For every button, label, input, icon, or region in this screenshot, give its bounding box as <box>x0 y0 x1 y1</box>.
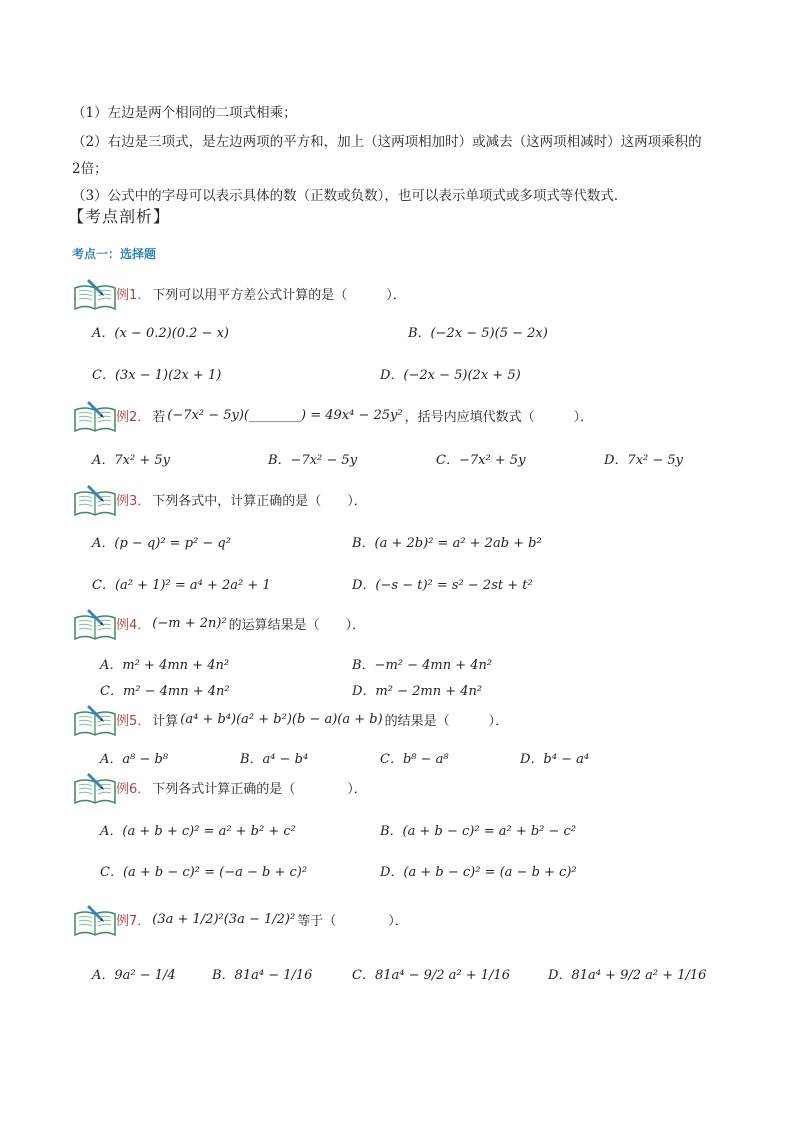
option-text: C．(a + b − c)² = (−a − b + c)² <box>100 865 308 880</box>
example-prefix: 若 <box>152 410 166 425</box>
option-text: C．−7x² + 5y <box>436 453 526 468</box>
example-6-option-a <box>100 820 296 839</box>
example-2-option-a <box>92 449 170 468</box>
example-number: 例4． <box>116 618 151 633</box>
example-3-option-c <box>92 574 271 593</box>
example-question: 下列各式计算正确的是（ ）． <box>152 782 367 797</box>
note-1: （1）左边是两个相同的二项式相乘； <box>72 105 297 121</box>
option-text: A．(a + b + c)² = a² + b² + c² <box>100 824 296 839</box>
example-prefix: 计算 <box>152 714 179 729</box>
example-expression: (−m + 2n)² <box>152 616 227 631</box>
option-text: D．m² − 2mn + 4n² <box>352 684 483 699</box>
example-7-option-d <box>548 964 706 983</box>
example-7-option-a <box>92 964 176 983</box>
example-7-option-b <box>212 964 312 983</box>
example-1-option-d <box>380 364 521 383</box>
option-text: B．(−2x − 5)(5 − 2x) <box>408 326 548 341</box>
open-book-pencil-icon <box>72 770 118 806</box>
example-number: 例3． <box>116 494 151 509</box>
option-text: A．7x² + 5y <box>92 453 170 468</box>
option-text: A．(p − q)² = p² − q² <box>92 536 231 551</box>
example-number: 例5． <box>116 714 151 729</box>
option-text: A．a⁸ − b⁸ <box>100 752 169 767</box>
example-5-option-c <box>380 748 449 767</box>
example-2-option-b <box>268 449 357 468</box>
example-number: 例6． <box>116 782 151 797</box>
example-expression: (3a + 1/2)²(3a − 1/2)² <box>152 912 296 927</box>
option-text: C．(a² + 1)² = a⁴ + 2a² + 1 <box>92 578 271 593</box>
example-1-option-c <box>92 364 221 383</box>
open-book-pencil-icon <box>72 482 118 518</box>
example-1-option-b <box>408 322 548 341</box>
option-text: D．7x² − 5y <box>604 453 684 468</box>
example-6-option-d <box>380 861 577 880</box>
example-question: 等于（ ）． <box>297 914 408 929</box>
option-text: A．m² + 4mn + 4n² <box>100 658 230 673</box>
example-1-option-a <box>92 322 229 341</box>
open-book-pencil-icon <box>72 606 118 642</box>
example-question: ，括号内应填代数式（ ）． <box>404 410 594 425</box>
option-text: C．b⁸ − a⁸ <box>380 752 449 767</box>
option-text: B．(a + b − c)² = a² + b² − c² <box>380 824 577 839</box>
option-text: B．−7x² − 5y <box>268 453 358 468</box>
option-text: B．a⁴ − b⁴ <box>240 752 309 767</box>
note-2: （2）右边是三项式，是左边两项的平方和，加上（这两项相加时）或减去（这两项相减时）这两项乘积的 <box>72 134 702 150</box>
example-4-option-c <box>100 680 230 699</box>
example-4-option-d <box>352 680 482 699</box>
example-5-option-b <box>240 748 308 767</box>
option-text: B．−m² − 4mn + 4n² <box>352 658 493 673</box>
option-text: B．(a + 2b)² = a² + 2ab + b² <box>352 536 542 551</box>
example-number: 例7． <box>116 914 151 929</box>
example-expression: (a⁴ + b⁴)(a² + b²)(b − a)(a + b) <box>180 712 383 727</box>
example-question: 下列各式中，计算正确的是（ ）． <box>152 494 367 509</box>
example-question: 的运算结果是（ ）． <box>228 618 366 633</box>
note-2-cont: 2倍； <box>72 161 108 177</box>
open-book-pencil-icon <box>72 276 118 312</box>
open-book-pencil-icon <box>72 702 118 738</box>
example-7-option-c <box>352 964 510 983</box>
example-3-option-b <box>352 532 542 551</box>
example-2-option-c <box>436 449 525 468</box>
example-3-option-a <box>92 532 231 551</box>
example-4-option-a <box>100 654 229 673</box>
example-question: 下列可以用平方差公式计算的是（ ）． <box>152 288 406 303</box>
kaodian-label: 考点一：选择题 <box>72 247 157 261</box>
option-text: A．(x − 0.2)(0.2 − x) <box>92 326 230 341</box>
example-6-option-b <box>380 820 576 839</box>
option-text: D．b⁴ − a⁴ <box>520 752 590 767</box>
example-4-option-b <box>352 654 492 673</box>
option-text: C．81a⁴ − 9/2 a² + 1/16 <box>352 968 510 983</box>
example-5-option-a <box>100 748 168 767</box>
example-5-option-d <box>520 748 589 767</box>
option-text: D．(a + b − c)² = (a − b + c)² <box>380 865 577 880</box>
option-text: D．81a⁴ + 9/2 a² + 1/16 <box>548 968 707 983</box>
option-text: B．81a⁴ − 1/16 <box>212 968 313 983</box>
note-3: （3）公式中的字母可以表示具体的数（正数或负数），也可以表示单项式或多项式等代数式． <box>72 188 628 204</box>
option-text: A．9a² − 1/4 <box>92 968 176 983</box>
option-text: D．(−s − t)² = s² − 2st + t² <box>352 578 533 593</box>
example-3-option-d <box>352 574 533 593</box>
example-number: 例1． <box>116 288 151 303</box>
option-text: D．(−2x − 5)(2x + 5) <box>380 368 521 383</box>
section-title: 【考点剖析】 <box>68 207 171 226</box>
example-number: 例2． <box>116 410 151 425</box>
option-text: C．m² − 4mn + 4n² <box>100 684 230 699</box>
example-2-option-d <box>604 449 683 468</box>
option-text: C．(3x − 1)(2x + 1) <box>92 368 222 383</box>
example-6-option-c <box>100 861 307 880</box>
example-expression: (−7x² − 5y)(________) = 49x⁴ − 25y² <box>167 408 403 423</box>
example-question: 的结果是（ ）． <box>384 714 509 729</box>
open-book-pencil-icon <box>72 398 118 434</box>
open-book-pencil-icon <box>72 902 118 938</box>
